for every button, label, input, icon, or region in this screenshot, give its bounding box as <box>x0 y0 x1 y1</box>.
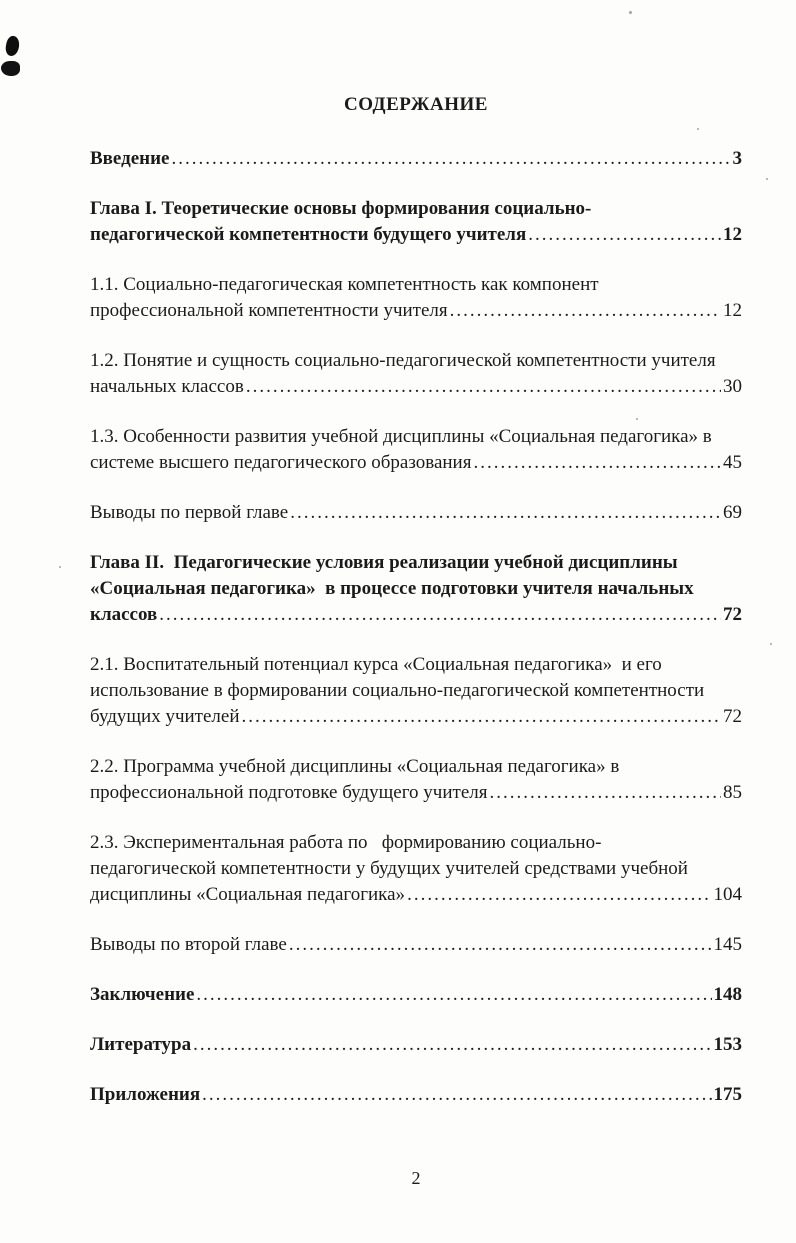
toc-entry <box>90 424 742 476</box>
scan-artifact <box>4 35 21 57</box>
page-title: СОДЕРЖАНИЕ <box>344 94 488 115</box>
dot-leader <box>289 932 712 958</box>
toc-page-number: 12 <box>723 300 742 321</box>
toc-entry-line <box>90 298 742 324</box>
toc-entry-text: педагогической компетентности у будущих учителей средствами учебной <box>90 858 688 879</box>
toc-entry-line <box>90 780 742 806</box>
toc-entry-line <box>90 882 742 908</box>
toc-entry <box>90 652 742 730</box>
dot-leader <box>159 602 721 628</box>
toc-entry-text: Заключение <box>90 984 195 1005</box>
toc-entry <box>90 272 742 324</box>
dot-leader <box>450 298 721 324</box>
toc-entry-text: Глава II. Педагогические условия реализации учебной дисциплины <box>90 552 678 573</box>
toc-entry-line <box>90 374 742 400</box>
toc-entry-text: профессиональной подготовке будущего учителя <box>90 782 488 803</box>
toc-entry <box>90 830 742 908</box>
toc-page-number: 175 <box>713 1084 742 1105</box>
toc-entry-text: Выводы по первой главе <box>90 502 289 523</box>
toc-page-number: 153 <box>713 1034 742 1055</box>
scan-speckle <box>766 178 768 180</box>
toc-entry-line <box>90 704 742 730</box>
toc-entry <box>90 146 742 172</box>
toc-page-number: 12 <box>723 224 742 245</box>
dot-leader <box>407 882 711 908</box>
dot-leader <box>202 1082 711 1108</box>
toc-entry-text: Введение <box>90 148 170 169</box>
dot-leader <box>196 982 711 1008</box>
toc-entry <box>90 1082 742 1108</box>
toc-entry-text: профессиональной компетентности учителя <box>90 300 448 321</box>
toc-entry-line <box>90 222 742 248</box>
toc-entry-text: 2.1. Воспитательный потенциал курса «Социальная педагогика» и его <box>90 654 662 675</box>
dot-leader <box>528 222 721 248</box>
toc-entry-text: 1.2. Понятие и сущность социально-педагогической компетентности учителя <box>90 350 716 371</box>
toc-page-number: 104 <box>713 884 742 905</box>
toc-page-number: 3 <box>732 148 742 169</box>
dot-leader <box>172 146 731 172</box>
toc-page-number: 72 <box>723 706 742 727</box>
toc-entry-text: 1.3. Особенности развития учебной дисциплины «Социальная педагогика» в <box>90 426 712 447</box>
toc-entry <box>90 550 742 628</box>
toc-entry-text: дисциплины «Социальная педагогика» <box>90 884 406 905</box>
toc-entry-line <box>90 932 742 958</box>
toc-entry-text: 2.3. Экспериментальная работа по формированию социально- <box>90 832 602 853</box>
toc-entry <box>90 932 742 958</box>
scan-speckle <box>59 566 61 568</box>
toc-entry-text: 1.1. Социально-педагогическая компетентность как компонент <box>90 274 599 295</box>
toc-entry-text: Глава I. Теоретические основы формирования социально- <box>90 198 592 219</box>
toc-entry-text: Литература <box>90 1034 192 1055</box>
dot-leader <box>246 374 721 400</box>
toc-entry-text: «Социальная педагогика» в процессе подготовки учителя начальных <box>90 578 694 599</box>
toc-page-number: 145 <box>713 934 742 955</box>
toc-entry <box>90 982 742 1008</box>
scan-speckle <box>629 11 632 14</box>
toc-entry <box>90 500 742 526</box>
dot-leader <box>242 704 721 730</box>
toc-entry-text: классов <box>90 604 158 625</box>
toc-content <box>90 94 742 1132</box>
toc-entry-line <box>90 146 742 172</box>
toc-entry-text: Выводы по второй главе <box>90 934 287 955</box>
dot-leader <box>290 500 721 526</box>
dot-leader <box>193 1032 711 1058</box>
toc-entry-line <box>90 1032 742 1058</box>
toc-entry-text: будущих учителей <box>90 706 240 727</box>
toc-entry-line <box>90 500 742 526</box>
toc-page-number: 30 <box>723 376 742 397</box>
toc-entry-text: начальных классов <box>90 376 244 397</box>
toc-page-number: 69 <box>723 502 742 523</box>
toc-entry-text: Приложения <box>90 1084 201 1105</box>
toc-entry <box>90 196 742 248</box>
toc-page-number: 148 <box>713 984 742 1005</box>
footer-page-number: 2 <box>411 1168 421 1188</box>
toc-entry <box>90 754 742 806</box>
toc-entry-text: использование в формировании социально-педагогической компетентности <box>90 680 705 701</box>
toc-entry-text: 2.2. Программа учебной дисциплины «Социальная педагогика» в <box>90 756 620 777</box>
toc-entry <box>90 348 742 400</box>
toc-entry-line <box>90 1082 742 1108</box>
toc-page-number: 72 <box>723 604 742 625</box>
scan-speckle <box>770 643 772 645</box>
toc-page-number: 45 <box>723 452 742 473</box>
dot-leader <box>489 780 721 806</box>
toc-page-number: 85 <box>723 782 742 803</box>
toc-entry-line <box>90 982 742 1008</box>
toc-entry-text: системе высшего педагогического образования <box>90 452 472 473</box>
dot-leader <box>473 450 721 476</box>
toc-entry-text: педагогической компетентности будущего учителя <box>90 224 527 245</box>
toc-entry-line <box>90 602 742 628</box>
toc-entry-line <box>90 450 742 476</box>
scan-artifact <box>1 61 20 76</box>
toc-entry <box>90 1032 742 1058</box>
